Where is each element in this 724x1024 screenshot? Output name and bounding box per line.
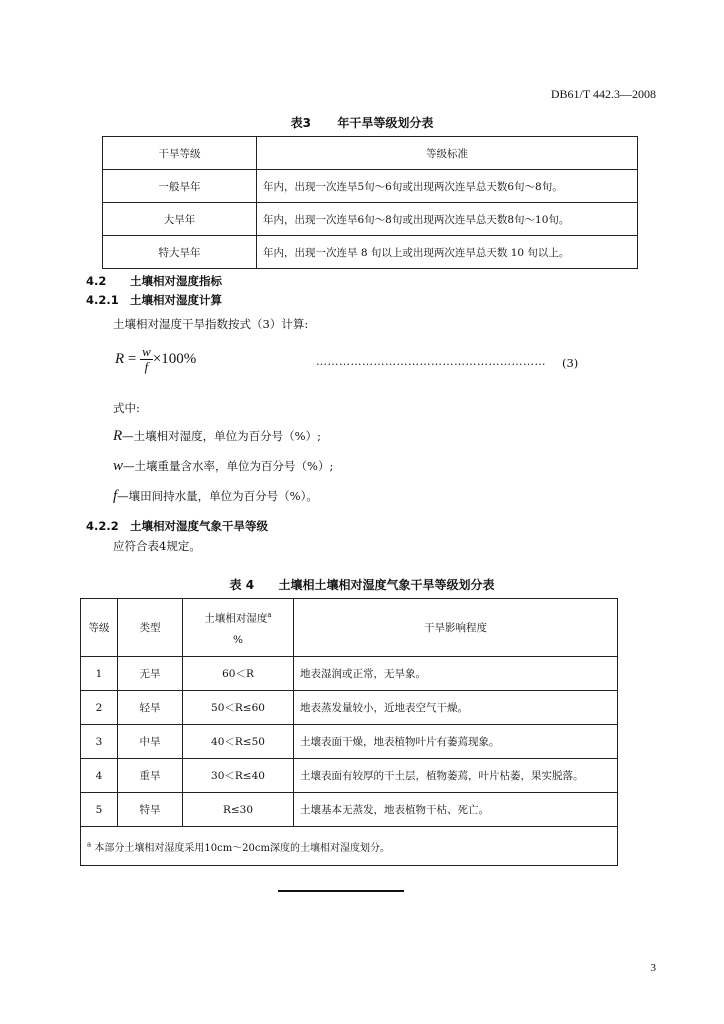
table4 xyxy=(80,598,618,866)
table-header-cell: 等级 xyxy=(81,599,118,657)
table-cell: 大旱年 xyxy=(103,203,257,236)
where-label: 式中: xyxy=(113,401,140,415)
table-header-cell: 干旱影响程度 xyxy=(294,599,618,657)
table-cell: 土壤表面有较厚的干土层，植物萎蔫，叶片枯萎，果实脱落。 xyxy=(294,759,618,793)
subsection-heading xyxy=(86,292,222,308)
table-cell: 50＜R≤60 xyxy=(183,691,294,725)
table-header-row xyxy=(103,137,638,170)
table-row xyxy=(103,203,638,236)
table-row xyxy=(81,691,618,725)
section-heading xyxy=(86,273,222,289)
table4-caption-title: 土壤相土壤相对湿度气象干旱等级划分表 xyxy=(278,578,495,592)
subsection-text: 应符合表4规定。 xyxy=(113,539,201,553)
table-footnote xyxy=(81,827,618,866)
table-header-cell xyxy=(183,599,294,657)
table3-caption-title: 年干旱等级划分表 xyxy=(337,116,434,130)
formula-denominator: f xyxy=(144,359,149,374)
end-of-content-rule xyxy=(278,890,404,892)
definition-symbol: R xyxy=(113,428,123,444)
definition-symbol: f xyxy=(113,488,118,504)
formula-intro: 土壤相对湿度干旱指数按式（3）计算: xyxy=(113,317,309,331)
table-cell: 无旱 xyxy=(118,657,183,691)
formula-leader-dots: …………………………………………………… xyxy=(316,355,546,368)
table-row xyxy=(81,793,618,827)
subsection-title: 土壤相对湿度气象干旱等级 xyxy=(130,519,268,533)
table-row xyxy=(81,759,618,793)
table-cell: 土壤表面干燥，地表植物叶片有萎蔫现象。 xyxy=(294,725,618,759)
table-row xyxy=(103,170,638,203)
table-cell: 60＜R xyxy=(183,657,294,691)
table-footnote-row xyxy=(81,827,618,866)
table-cell: 年内，出现一次连旱5旬～6旬或出现两次连旱总天数6旬～8旬。 xyxy=(257,170,638,203)
table-header-cell: 干旱等级 xyxy=(103,137,257,170)
table-cell: 特大旱年 xyxy=(103,236,257,269)
definition-text: —土壤相对湿度，单位为百分号（%）; xyxy=(122,429,321,443)
table-cell: 中旱 xyxy=(118,725,183,759)
table-cell: 5 xyxy=(81,793,118,827)
table3-caption-number: 表3 xyxy=(290,116,311,130)
table3-caption xyxy=(0,114,724,131)
table-cell: 40＜R≤50 xyxy=(183,725,294,759)
subsection-title: 土壤相对湿度计算 xyxy=(130,293,222,307)
table-header-cell: 类型 xyxy=(118,599,183,657)
table-cell: R≤30 xyxy=(183,793,294,827)
table-cell: 地表蒸发量较小，近地表空气干燥。 xyxy=(294,691,618,725)
table-cell: 3 xyxy=(81,725,118,759)
definition-line xyxy=(113,428,321,445)
footnote-text: 本部分土壤相对湿度采用10cm～20cm深度的土壤相对湿度划分。 xyxy=(94,842,390,854)
definition-text: —壤田间持水量，单位为百分号（%）。 xyxy=(117,489,318,503)
rh-footnote-mark: a xyxy=(267,610,272,619)
table4-caption xyxy=(0,576,724,593)
subsection-number: 4.2.2 xyxy=(86,519,119,533)
table-row xyxy=(81,725,618,759)
document-id: DB61/T 442.3—2008 xyxy=(550,87,656,101)
table-cell: 1 xyxy=(81,657,118,691)
table-cell: 年内，出现一次连旱 8 旬以上或出现两次连旱总天数 10 旬以上。 xyxy=(257,236,638,269)
definition-line xyxy=(113,488,318,505)
definition-line xyxy=(113,458,333,475)
formula-fraction xyxy=(140,345,153,374)
table-header-cell: 等级标准 xyxy=(257,137,638,170)
definition-symbol: w xyxy=(113,458,124,474)
subsection-heading xyxy=(86,518,268,534)
subsection-number: 4.2.1 xyxy=(86,293,119,307)
table3 xyxy=(102,136,638,269)
table-cell: 30＜R≤40 xyxy=(183,759,294,793)
section-number: 4.2 xyxy=(86,274,107,288)
table4-caption-number: 表 4 xyxy=(229,578,255,592)
table-cell: 年内，出现一次连旱6旬～8旬或出现两次连旱总天数8旬～10旬。 xyxy=(257,203,638,236)
formula-lhs: R xyxy=(115,350,125,367)
rh-header-label: 土壤相对湿度 xyxy=(204,612,268,625)
table-header-row xyxy=(81,599,618,657)
table-cell: 一般旱年 xyxy=(103,170,257,203)
table-cell: 地表湿润或正常，无旱象。 xyxy=(294,657,618,691)
page-number: 3 xyxy=(650,962,656,974)
formula-rhs: ×100% xyxy=(152,350,197,367)
table-cell: 特旱 xyxy=(118,793,183,827)
table-cell: 轻旱 xyxy=(118,691,183,725)
table-cell: 2 xyxy=(81,691,118,725)
definition-text: —土壤重量含水率，单位为百分号（%）; xyxy=(123,459,334,473)
footnote-mark: a xyxy=(87,840,92,849)
table-cell: 4 xyxy=(81,759,118,793)
formula-number: (3) xyxy=(562,356,579,370)
table-row xyxy=(81,657,618,691)
table-cell: 土壤基本无蒸发，地表植物干枯、死亡。 xyxy=(294,793,618,827)
table-row xyxy=(103,236,638,269)
table-cell: 重旱 xyxy=(118,759,183,793)
formula-numerator: w xyxy=(142,344,151,359)
section-title: 土壤相对湿度指标 xyxy=(130,274,222,288)
formula xyxy=(115,345,196,374)
formula-equals: = xyxy=(127,350,137,367)
rh-header-unit: % xyxy=(233,634,243,647)
